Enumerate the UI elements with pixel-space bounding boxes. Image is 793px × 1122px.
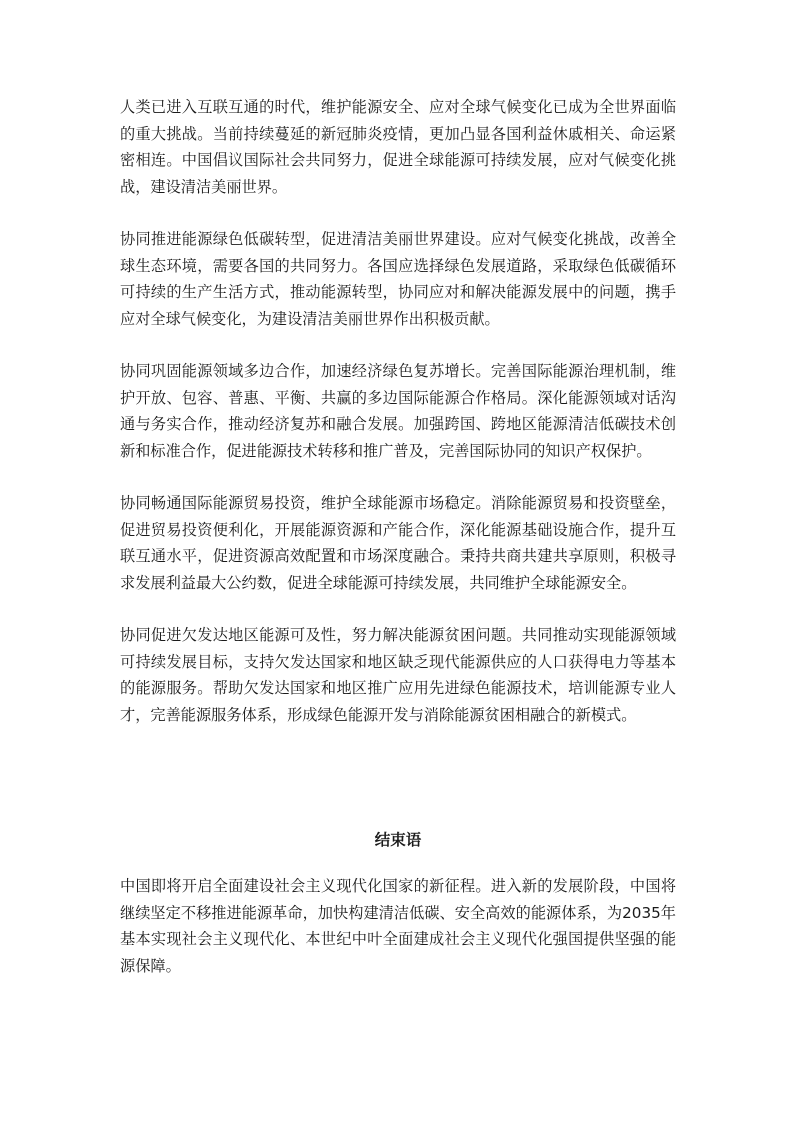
paragraph-5: 协同促进欠发达地区能源可及性，努力解决能源贫困问题。共同推动实现能源领域可持续发展目标，支持欠发达国家和地区缺乏现代能源供应的人口获得电力等基本的能源服务。帮助欠发达国家和地区推广应用先进绿色能源技术，培训能源专业人才，完善能源服务体系，形成绿色能源开发与消除能源贫困相融合的新模式。 <box>120 626 676 724</box>
paragraph-4: 协同畅通国际能源贸易投资，维护全球能源市场稳定。消除能源贸易和投资壁垒，促进贸易投资便利化，开展能源资源和产能合作，深化能源基础设施合作，提升互联互通水平，促进资源高效配置和市场深度融合。秉持共商共建共享原则，积极寻求发展利益最大公约数，促进全球能源可持续发展，共同维护全球能源安全。 <box>120 494 676 592</box>
paragraph-2: 协同推进能源绿色低碳转型，促进清洁美丽世界建设。应对气候变化挑战，改善全球生态环境，需要各国的共同努力。各国应选择绿色发展道路，采取绿色低碳循环可持续的生产生活方式，推动能源转型，协同应对和解决能源发展中的问题，携手应对全球气候变化，为建设清洁美丽世界作出积极贡献。 <box>120 230 676 328</box>
conclusion-heading: 结束语 <box>374 831 422 849</box>
conclusion-paragraph: 中国即将开启全面建设社会主义现代化国家的新征程。进入新的发展阶段，中国将继续坚定不移推进能源革命，加快构建清洁低碳、安全高效的能源体系，为2035年基本实现社会主义现代化、本世纪中叶全面建成社会主义现代化强国提供坚强的能源保障。 <box>120 877 676 975</box>
paragraph-1: 人类已进入互联互通的时代，维护能源安全、应对全球气候变化已成为全世界面临的重大挑战。当前持续蔓延的新冠肺炎疫情，更加凸显各国利益休戚相关、命运紧密相连。中国倡议国际社会共同努力，促进全球能源可持续发展，应对气候变化挑战，建设清洁美丽世界。 <box>120 98 676 196</box>
paragraph-3: 协同巩固能源领域多边合作，加速经济绿色复苏增长。完善国际能源治理机制，维护开放、包容、普惠、平衡、共赢的多边国际能源合作格局。深化能源领域对话沟通与务实合作，推动经济复苏和融合发展。加强跨国、跨地区能源清洁低碳技术创新和标准合作，促进能源技术转移和推广普及，完善国际协同的知识产权保护。 <box>120 362 676 460</box>
document-body <box>120 94 676 754</box>
